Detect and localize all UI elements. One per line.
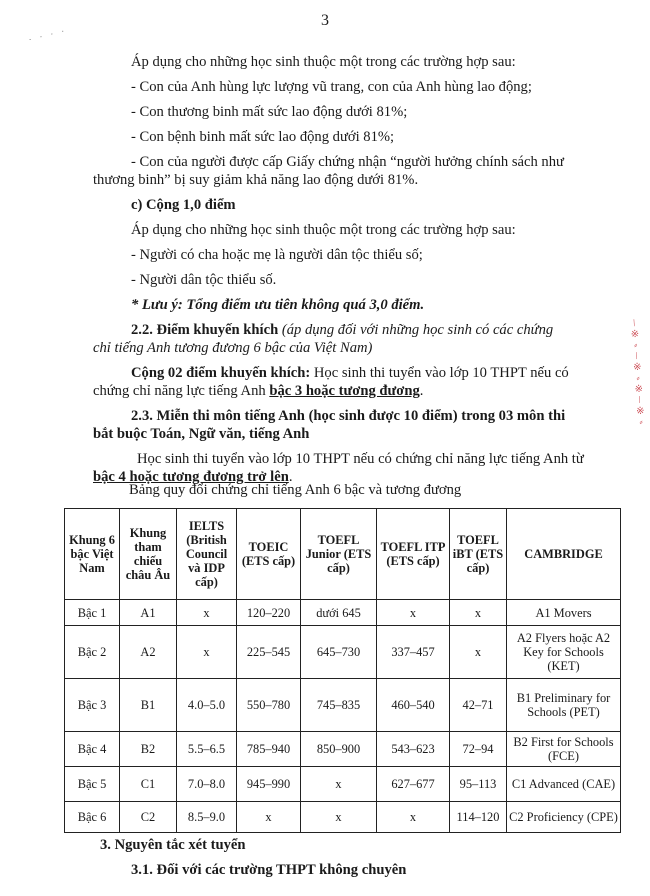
heading-note: (áp dụng đối với những học sinh có các chứng	[278, 322, 554, 338]
table-cell: Bậc 5	[65, 767, 120, 802]
table-cell: B1 Preliminary for Schools (PET)	[507, 679, 621, 732]
table-row	[65, 600, 621, 626]
table-header-row	[65, 509, 621, 600]
list-item: - Con của người được cấp Giấy chứng nhận “người hưởng chính sách như	[131, 154, 564, 170]
scan-speckles: · · · ·	[27, 25, 69, 45]
heading-title: 2.2. Điểm khuyến khích	[131, 322, 279, 338]
section-heading-2-3: 2.3. Miễn thi môn tiếng Anh (học sinh được 10 điểm) trong 03 môn thi	[131, 408, 566, 424]
note-line: * Lưu ý: Tổng điểm ưu tiên không quá 3,0 điểm.	[131, 297, 425, 313]
list-item: - Người có cha hoặc mẹ là người dân tộc thiểu số;	[131, 247, 423, 263]
table-cell: 5.5–6.5	[177, 732, 237, 767]
paragraph-line: chứng chỉ năng lực tiếng Anh bậc 3 hoặc tương đương.	[93, 383, 424, 399]
table-cell: Bậc 1	[65, 600, 120, 626]
section-heading-3-1: 3.1. Đối với các trường THPT không chuyên	[131, 862, 407, 878]
table-cell: 550–780	[237, 679, 301, 732]
paragraph-line: Áp dụng cho những học sinh thuộc một trong các trường hợp sau:	[131, 54, 516, 70]
column-header: Khung tham chiếu châu Âu	[120, 509, 177, 600]
section-heading-3: 3. Nguyên tắc xét tuyển	[100, 837, 246, 853]
column-header: TOEFL ITP (ETS cấp)	[377, 509, 450, 600]
column-header: TOEIC (ETS cấp)	[237, 509, 301, 600]
table-cell: x	[301, 767, 377, 802]
red-seal-stamp: ǀ ※ ⸗ ǀ ※ ⸗ ※ ǀ ※ ⸗	[630, 318, 645, 428]
list-item: - Con thương binh mất sức lao động dưới 81%;	[131, 104, 408, 120]
bonus-text: Học sinh thi tuyển vào lớp 10 THPT nếu có	[310, 365, 569, 381]
list-item: - Con của Anh hùng lực lượng vũ trang, con của Anh hùng lao động;	[131, 79, 532, 95]
table-cell: 645–730	[301, 626, 377, 679]
paragraph-line	[131, 364, 569, 382]
table-cell: A1	[120, 600, 177, 626]
table-row	[65, 802, 621, 833]
section-heading-c: c) Cộng 1,0 điểm	[131, 197, 236, 213]
table-cell: x	[377, 802, 450, 833]
table-cell: Bậc 4	[65, 732, 120, 767]
table-cell: dưới 645	[301, 600, 377, 626]
table-cell: C1 Advanced (CAE)	[507, 767, 621, 802]
page-number: 3	[321, 12, 329, 29]
section-heading-2-2	[131, 321, 553, 339]
heading-note-continued: chỉ tiếng Anh tương đương 6 bậc của Việt Nam)	[93, 340, 373, 356]
bonus-text-continued: chứng chỉ năng lực tiếng Anh	[93, 383, 270, 399]
table-cell: 95–113	[450, 767, 507, 802]
table-cell: Bậc 2	[65, 626, 120, 679]
table-cell: 627–677	[377, 767, 450, 802]
list-item: - Con bệnh binh mất sức lao động dưới 81%;	[131, 129, 395, 145]
paragraph-line: Áp dụng cho những học sinh thuộc một trong các trường hợp sau:	[131, 222, 516, 238]
table-cell: 543–623	[377, 732, 450, 767]
table-cell: x	[237, 802, 301, 833]
table-row	[65, 767, 621, 802]
table-cell: 945–990	[237, 767, 301, 802]
table-cell: A2 Flyers hoặc A2 Key for Schools (KET)	[507, 626, 621, 679]
table-cell: 745–835	[301, 679, 377, 732]
column-header: IELTS (British Council và IDP cấp)	[177, 509, 237, 600]
table-cell: x	[177, 600, 237, 626]
table-cell: 337–457	[377, 626, 450, 679]
table-cell: C2	[120, 802, 177, 833]
paragraph-line: Học sinh thi tuyển vào lớp 10 THPT nếu có chứng chỉ năng lực tiếng Anh từ	[137, 451, 584, 467]
list-item: - Người dân tộc thiểu số.	[131, 272, 277, 288]
table-cell: 42–71	[450, 679, 507, 732]
table-cell: B1	[120, 679, 177, 732]
table-cell: 72–94	[450, 732, 507, 767]
table-cell: 225–545	[237, 626, 301, 679]
table-cell: x	[450, 626, 507, 679]
exemption-level: bậc 4 hoặc tương đương trở lên	[93, 469, 289, 485]
table-cell: A2	[120, 626, 177, 679]
table-cell: Bậc 6	[65, 802, 120, 833]
table-cell: x	[177, 626, 237, 679]
bonus-label: Cộng 02 điểm khuyến khích:	[131, 365, 311, 381]
table-cell: C1	[120, 767, 177, 802]
table-cell: C2 Proficiency (CPE)	[507, 802, 621, 833]
table-cell: x	[301, 802, 377, 833]
table-cell: 114–120	[450, 802, 507, 833]
table-row	[65, 626, 621, 679]
column-header: TOEFL Junior (ETS cấp)	[301, 509, 377, 600]
table-cell: A1 Movers	[507, 600, 621, 626]
table-cell: 785–940	[237, 732, 301, 767]
list-item-continued: thương binh” bị suy giảm khả năng lao động dưới 81%.	[93, 172, 419, 188]
column-header: Khung 6 bậc Việt Nam	[65, 509, 120, 600]
table-cell: 120–220	[237, 600, 301, 626]
table-cell: 850–900	[301, 732, 377, 767]
table-caption: Bảng quy đổi chứng chỉ tiếng Anh 6 bậc và tương đương	[129, 482, 462, 498]
bonus-level: bậc 3 hoặc tương đương	[269, 383, 420, 399]
column-header: TOEFL iBT (ETS cấp)	[450, 509, 507, 600]
table-cell: x	[377, 600, 450, 626]
table-cell: B2	[120, 732, 177, 767]
section-heading-2-3-continued: bắt buộc Toán, Ngữ văn, tiếng Anh	[93, 426, 310, 442]
table-row	[65, 732, 621, 767]
table-cell: 460–540	[377, 679, 450, 732]
table-cell: Bậc 3	[65, 679, 120, 732]
table-cell: 4.0–5.0	[177, 679, 237, 732]
table-cell: B2 First for Schools (FCE)	[507, 732, 621, 767]
table-cell: x	[450, 600, 507, 626]
paragraph-line: bậc 4 hoặc tương đương trở lên.	[93, 469, 293, 485]
table-cell: 7.0–8.0	[177, 767, 237, 802]
column-header: CAMBRIDGE	[507, 509, 621, 600]
certificate-conversion-table	[64, 508, 621, 833]
table-row	[65, 679, 621, 732]
table-cell: 8.5–9.0	[177, 802, 237, 833]
